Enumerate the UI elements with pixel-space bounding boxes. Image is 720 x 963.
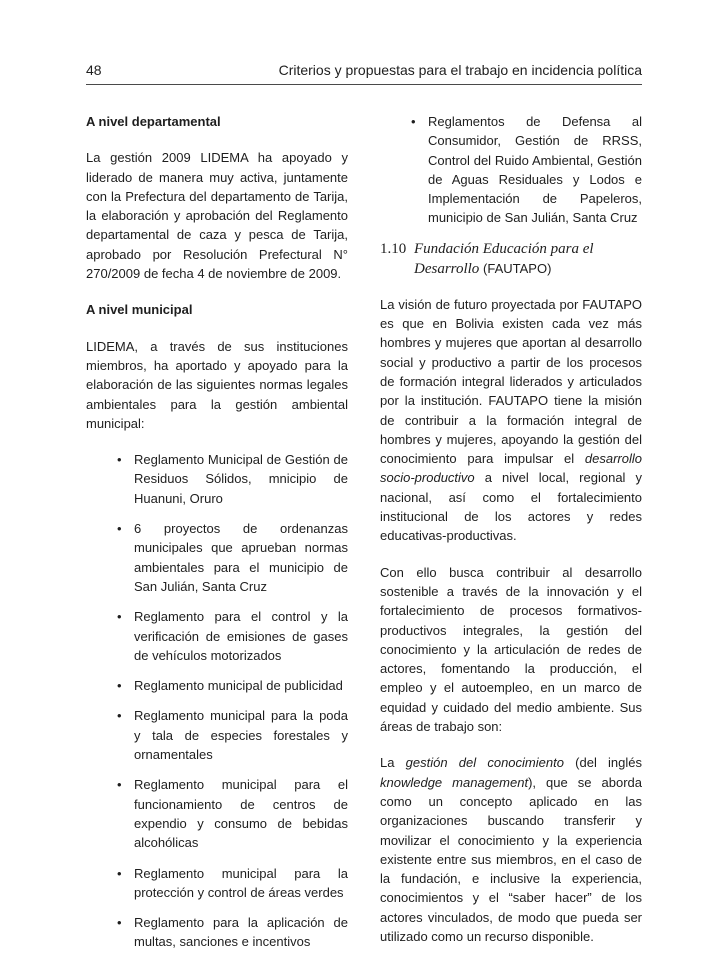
heading-departamental: A nivel departamental — [86, 114, 221, 129]
section-title: Fundación Educación para el Desarrollo — [414, 240, 594, 277]
paragraph-knowledge-lead: La — [380, 755, 406, 771]
continued-regulations-list — [380, 112, 642, 228]
paragraph-contribution: Con ello busca contribuir al desarrollo sostenible a través de la innovación y el fortalecimiento de procesos formativos-productivos integrales, la gestión del conocimiento y la articulación de redes de actores, fomentando la producción, el empleo y el autoempleo, en un marco de equidad y cuidado del medio ambiente. Sus áreas de trabajo son: — [380, 564, 642, 735]
paragraph-vision-text: La visión de futuro proyectada por FAUTAPO es que en Bolivia existen cada vez más hombres y mujeres que aportan al desarrollo social y productivo a partir de los procesos de formación integral liderados y articulados por la institución. FAUTAPO tiene la misión de contribuir a la formación integral de hombres y mujeres, apoyando la gestión del conocimiento para impulsar el — [380, 296, 642, 467]
municipal-regulations-list — [86, 450, 348, 952]
list-item: • Reglamentos de Defensa al Consumidor, Gestión de RRSS, Control del Ruido Ambiental, Gestión de Aguas Residuales y Lodos e Implementación de Papeleros, municipio de San Julián, Santa Cruz — [428, 112, 642, 228]
section-number: 1.10 — [380, 240, 407, 257]
paragraph-vision-end: a nivel local, regional y nacional, así como el fortalecimiento institucional de los actores y redes educativas-productivas. — [380, 470, 642, 544]
paragraph-knowledge-emphasis-2: knowledge management — [380, 774, 529, 790]
list-item: • Reglamento Municipal de Gestión de Residuos Sólidos, mnicipio de Huanuni, Oruro — [134, 450, 348, 508]
running-title: Criterios y propuestas para el trabajo en incidencia política — [278, 62, 642, 78]
list-item: • Reglamento municipal para la poda y tala de especies forestales y ornamentales — [134, 706, 348, 764]
paragraph-vision — [380, 295, 642, 546]
list-item: • Reglamento para el control y la verificación de emisiones de gases de vehículos motorizados — [134, 607, 348, 665]
right-column — [380, 112, 642, 963]
list-item: • Reglamento municipal para la protección y control de áreas verdes — [134, 864, 348, 903]
page-number: 48 — [86, 62, 102, 78]
paragraph-vision-emphasis: desarrollo socio-productivo — [380, 451, 642, 486]
paragraph-municipal: LIDEMA, a través de sus instituciones miembros, ha aportado y apoyado para la elaboración de las siguientes normas legales ambientales para la gestión ambiental municipal: — [86, 338, 348, 431]
list-item: • Reglamento municipal para el funcionamiento de centros de expendio y consumo de bebidas alcohólicas — [134, 775, 348, 852]
paragraph-departamental: La gestión 2009 LIDEMA ha apoyado y liderado de manera muy activa, juntamente con la Prefectura del departamento de Tarija, la elaboración y aprobación del Reglamento departamental de caza y pesca de Tarija, aprobado por Resolución Prefectural N° 270/2009 de fecha 4 de noviembre de 2009. — [86, 150, 348, 282]
section-acronym: (FAUTAPO) — [483, 260, 552, 276]
list-item: • Reglamento municipal de publicidad — [134, 676, 348, 695]
list-item: • Reglamento para la aplicación de multas, sanciones e incentivos — [134, 913, 348, 952]
paragraph-knowledge-emphasis-1: gestión del conocimiento — [405, 755, 564, 771]
page-header — [86, 58, 642, 85]
left-column — [86, 112, 348, 963]
section-heading — [380, 240, 642, 279]
heading-municipal: A nivel municipal — [86, 302, 193, 318]
paragraph-knowledge — [380, 753, 642, 946]
paragraph-knowledge-mid: (del inglés — [563, 755, 643, 771]
list-item: • 6 proyectos de ordenanzas municipales que aprueban normas ambientales para el municipio de San Julián, Santa Cruz — [134, 519, 348, 596]
paragraph-knowledge-end: ), que se aborda como un concepto aplicado en las organizaciones buscando transferir y movilizar el conocimiento y la experiencia existente entre sus miembros, en el caso de la fundación, e inclusive la experiencia, conocimientos y el “saber hacer” de los actores vinculados, de modo que pueda ser utilizado como un recurso disponible. — [380, 774, 642, 944]
